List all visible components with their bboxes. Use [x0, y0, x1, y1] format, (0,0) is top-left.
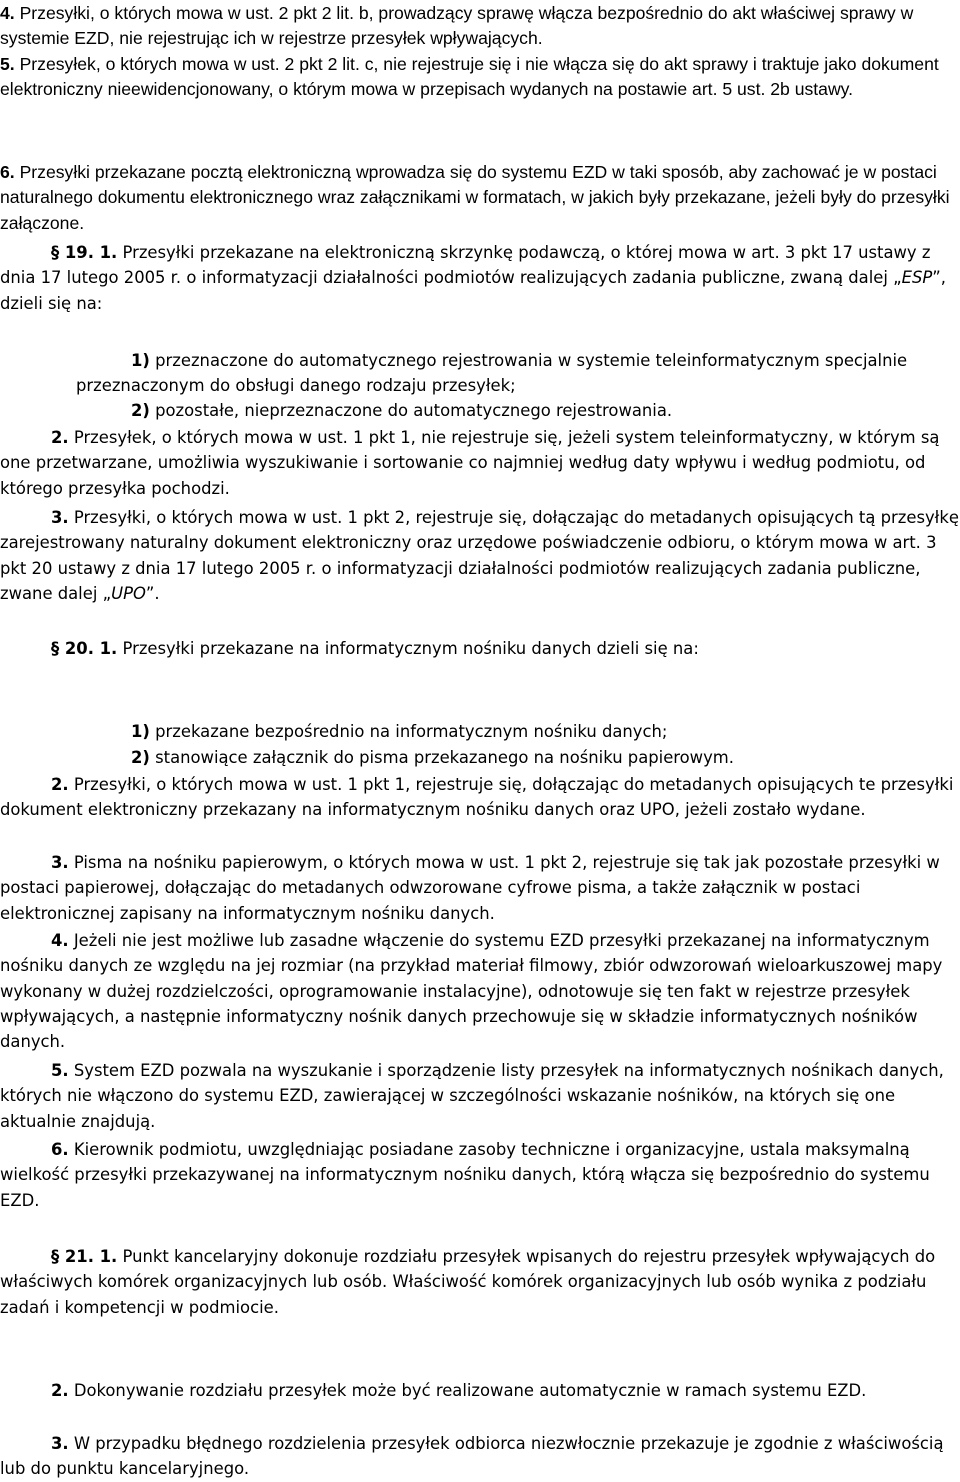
paragraph-4	[0, 1, 960, 52]
section-21-1	[0, 1244, 960, 1320]
paragraph-number: 2.	[51, 428, 69, 447]
section-21-3	[0, 1431, 960, 1482]
paragraph-number: 5.	[0, 54, 15, 74]
list-text: stanowiące załącznik do pisma przekazanego na nośniku papierowym.	[149, 748, 734, 767]
paragraph-text: Przesyłki, o których mowa w ust. 2 pkt 2 lit. b, prowadzący sprawę włącza bezpośrednio do akt właściwej sprawy w systemie EZD, nie rejestrując ich w rejestrze przesyłek wpływających.	[0, 3, 914, 49]
section-heading: § 21. 1.	[51, 1247, 118, 1266]
section-text: Przesyłki przekazane na informatycznym nośniku danych dzieli się na:	[117, 639, 699, 658]
paragraph-text: Jeżeli nie jest możliwe lub zasadne włączenie do systemu EZD przesyłki przekazanej na informatycznym nośniku danych ze względu na jej rozmiar (na przykład materiał filmowy, zbiór odwzorowań wieloarkuszowej mapy wykonany w dużej rozdzielczości, oprogramowanie instalacyjne), odnotowuje się ten fakt w rejestrze przesyłek wpływających, a następnie informatyczny nośnik danych przechowuje się w składzie informatycznych nośników danych.	[0, 931, 943, 1052]
paragraph-text: Kierownik podmiotu, uwzględniając posiadane zasoby techniczne i organizacyjne, ustala maksymalną wielkość przesyłki przekazywanej na informatycznym nośniku danych, którą włącza się bezpośrednio do systemu EZD.	[0, 1140, 930, 1210]
list-item-19-1	[0, 348, 960, 399]
list-text: przeznaczone do automatycznego rejestrowania w systemie teleinformatycznym specjalnie przeznaczonym do obsługi danego rodzaju przesyłek;	[76, 351, 908, 396]
section-text-tail: ”, dzieli się na:	[0, 268, 946, 313]
section-19-2	[0, 425, 960, 501]
section-20-1	[0, 636, 960, 661]
paragraph-number: 6.	[0, 162, 15, 182]
section-20-5	[0, 1058, 960, 1134]
section-20-3	[0, 850, 960, 926]
list-text: przekazane bezpośrednio na informatycznym nośniku danych;	[149, 722, 668, 741]
list-number: 1)	[131, 351, 150, 370]
list-item-19-2	[0, 398, 960, 423]
section-19-1	[0, 240, 960, 316]
section-text: Przesyłki przekazane na elektroniczną skrzynkę podawczą, o której mowa w art. 3 pkt 17 ustawy z dnia 17 lutego 2005 r. o informatyzacji działalności podmiotów realizujących zadania publiczne, zwaną dalej „	[0, 243, 931, 288]
list-number: 2)	[131, 748, 150, 767]
paragraph-text: Dokonywanie rozdziału przesyłek może być realizowane automatycznie w ramach systemu EZD.	[68, 1381, 867, 1400]
section-heading: § 19. 1.	[51, 243, 118, 262]
paragraph-number: 3.	[51, 1434, 69, 1453]
paragraph-number: 3.	[51, 508, 69, 527]
section-19-3	[0, 505, 960, 606]
list-text: pozostałe, nieprzeznaczone do automatycznego rejestrowania.	[149, 401, 673, 420]
paragraph-6	[0, 160, 960, 236]
paragraph-text: Przesyłki, o których mowa w ust. 1 pkt 1, rejestruje się, dołączając do metadanych opisujących te przesyłki dokument elektroniczny przekazany na informatycznym nośniku danych oraz UPO, jeżeli zostało wydane.	[0, 775, 954, 820]
paragraph-number: 5.	[51, 1061, 69, 1080]
paragraph-number: 4.	[0, 3, 15, 23]
list-item-20-1	[0, 719, 960, 744]
paragraph-text: System EZD pozwala na wyszukanie i sporządzenie listy przesyłek na informatycznych nośnikach danych, których nie włączono do systemu EZD, zawierającej w szczególności wskazanie nośników, na których się one aktualnie znajdują.	[0, 1061, 944, 1131]
paragraph-number: 6.	[51, 1140, 69, 1159]
paragraph-text: Przesyłki, o których mowa w ust. 1 pkt 2, rejestruje się, dołączając do metadanych opisujących tą przesyłkę zarejestrowany naturalny dokument elektroniczny oraz urzędowe poświadczenie odbioru, o którym mowa w art. 3 pkt 20 ustawy z dnia 17 lutego 2005 r. o informatyzacji działalności podmiotów realizujących zadania publiczne, zwane dalej „	[0, 508, 959, 603]
paragraph-text: Pisma na nośniku papierowym, o których mowa w ust. 1 pkt 2, rejestruje się tak jak pozostałe przesyłki w postaci papierowej, dołączając do metadanych odwzorowane cyfrowe pisma, a także załącznik w postaci elektronicznej zapisany na informatycznym nośniku danych.	[0, 853, 940, 923]
paragraph-number: 3.	[51, 853, 69, 872]
list-number: 2)	[131, 401, 150, 420]
abbreviation-esp: ESP	[901, 268, 933, 288]
section-text: Punkt kancelaryjny dokonuje rozdziału przesyłek wpisanych do rejestru przesyłek wpływających do właściwych komórek organizacyjnych lub osób. Właściwość komórek organizacyjnych lub osób wynika z podziału zadań i kompetencji w podmiocie.	[0, 1247, 936, 1317]
paragraph-text: Przesyłki przekazane pocztą elektroniczną wprowadza się do systemu EZD w taki sposób, aby zachować je w postaci naturalnego dokumentu elektronicznego wraz załącznikami w formatach, w jakich były przekazane, jeżeli były do przesyłki załączone.	[0, 162, 950, 233]
paragraph-number: 2.	[51, 1381, 69, 1400]
section-20-2	[0, 772, 960, 823]
paragraph-text: Przesyłek, o których mowa w ust. 2 pkt 2 lit. c, nie rejestruje się i nie włącza się do akt sprawy i traktuje jako dokument elektroniczny nieewidencjonowany, o którym mowa w przepisach wydanych na postawie art. 5 ust. 2b ustawy.	[0, 54, 939, 100]
paragraph-number: 2.	[51, 775, 69, 794]
section-20-6	[0, 1137, 960, 1213]
section-20-4	[0, 928, 960, 1054]
abbreviation-upo: UPO	[111, 583, 146, 603]
list-number: 1)	[131, 722, 150, 741]
paragraph-text-tail: ”.	[145, 583, 160, 603]
paragraph-number: 4.	[51, 931, 69, 950]
section-21-2	[0, 1378, 960, 1403]
paragraph-text: W przypadku błędnego rozdzielenia przesyłek odbiorca niezwłocznie przekazuje je zgodnie z właściwością lub do punktu kancelaryjnego.	[0, 1434, 944, 1479]
section-heading: § 20. 1.	[51, 639, 118, 658]
paragraph-text: Przesyłek, o których mowa w ust. 1 pkt 1, nie rejestruje się, jeżeli system teleinformatyczny, w którym są one przetwarzane, umożliwia wyszukiwanie i sortowanie co najmniej według daty wpływu i według podmiotu, od którego przesyłka pochodzi.	[0, 428, 940, 498]
paragraph-5	[0, 52, 960, 103]
list-item-20-2	[0, 745, 960, 770]
